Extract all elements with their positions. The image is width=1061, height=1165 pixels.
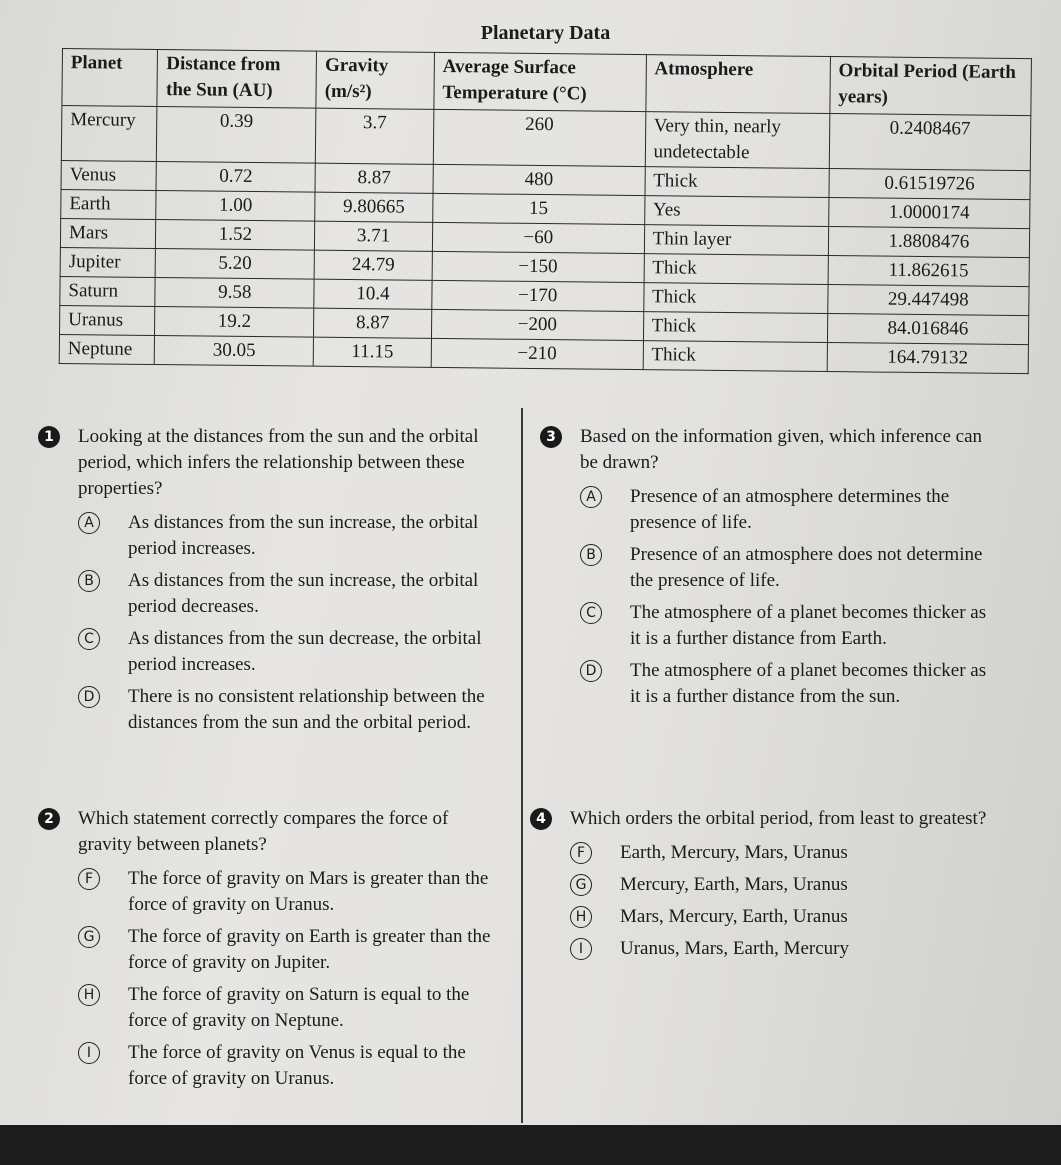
cell-temperature: −170	[432, 280, 644, 311]
header-temperature: Average Surface Temperature (°C)	[434, 52, 646, 111]
answer-option[interactable]	[580, 600, 1000, 652]
cell-atmosphere: Thick	[644, 254, 828, 285]
answer-option[interactable]	[78, 982, 498, 1034]
option-letter-circle: D	[78, 686, 100, 708]
answer-option[interactable]	[78, 1040, 498, 1092]
cell-temperature: 15	[433, 193, 645, 224]
cell-temperature: 480	[433, 164, 645, 195]
question-number-badge: 2	[38, 808, 60, 830]
cell-distance: 0.72	[156, 161, 315, 192]
option-letter-circle: H	[570, 906, 592, 928]
cell-temperature: −150	[432, 251, 644, 282]
bottom-shadow	[0, 1125, 1061, 1165]
option-text: Earth, Mercury, Mars, Uranus	[620, 842, 848, 863]
cell-distance: 9.58	[155, 277, 314, 308]
cell-gravity: 10.4	[314, 279, 432, 309]
question-stem: Which statement correctly compares the force of gravity between planets?	[78, 808, 449, 855]
option-text: Mercury, Earth, Mars, Uranus	[620, 874, 848, 895]
cell-atmosphere: Thick	[643, 283, 827, 314]
question-number-badge: 3	[540, 426, 562, 448]
cell-planet: Jupiter	[60, 247, 156, 277]
question-stem: Based on the information given, which inference can be drawn?	[580, 426, 983, 473]
answer-option[interactable]	[78, 866, 498, 918]
answer-option[interactable]	[570, 840, 990, 866]
option-letter-circle: A	[580, 486, 602, 508]
answer-option[interactable]	[570, 904, 990, 930]
cell-planet: Uranus	[59, 305, 155, 335]
option-text: The force of gravity on Saturn is equal to the force of gravity on Neptune.	[128, 984, 470, 1031]
option-letter-circle: H	[78, 984, 100, 1006]
cell-orbital-period: 29.447498	[828, 285, 1030, 316]
cell-planet: Mars	[60, 218, 156, 248]
cell-distance: 5.20	[156, 248, 315, 279]
question-3	[546, 424, 1000, 716]
option-letter-circle: B	[78, 570, 100, 592]
option-text: The atmosphere of a planet becomes thicker as it is a further distance from Earth.	[630, 602, 987, 649]
answer-option[interactable]	[78, 924, 498, 976]
table-row	[61, 106, 1031, 171]
cell-temperature: −60	[432, 222, 644, 253]
option-letter-circle: I	[570, 938, 592, 960]
option-text: As distances from the sun increase, the orbital period increases.	[128, 512, 479, 559]
cell-atmosphere: Yes	[644, 196, 828, 227]
cell-distance: 1.52	[156, 219, 315, 250]
page-title: Planetary Data	[480, 22, 611, 44]
cell-temperature: 260	[433, 109, 645, 166]
option-letter-circle: F	[78, 868, 100, 890]
option-text: Mars, Mercury, Earth, Uranus	[620, 906, 848, 927]
option-text: The atmosphere of a planet becomes thicker as it is a further distance from the sun.	[630, 660, 987, 707]
cell-orbital-period: 1.8808476	[828, 227, 1030, 258]
cell-planet: Saturn	[60, 276, 156, 306]
cell-planet: Earth	[61, 189, 157, 219]
option-letter-circle: I	[78, 1042, 100, 1064]
cell-distance: 30.05	[155, 335, 314, 366]
option-letter-circle: G	[78, 926, 100, 948]
cell-temperature: −200	[431, 309, 643, 340]
option-letter-circle: F	[570, 842, 592, 864]
cell-orbital-period: 164.79132	[827, 343, 1029, 374]
cell-gravity: 3.7	[315, 108, 433, 164]
cell-orbital-period: 11.862615	[828, 256, 1030, 287]
option-letter-circle: G	[570, 874, 592, 896]
table-header-row	[62, 49, 1032, 116]
cell-gravity: 24.79	[314, 250, 432, 280]
option-letter-circle: C	[580, 602, 602, 624]
answer-option[interactable]	[78, 626, 498, 678]
cell-gravity: 11.15	[313, 337, 431, 367]
option-text: The force of gravity on Mars is greater than the force of gravity on Uranus.	[128, 868, 489, 915]
option-letter-circle: B	[580, 544, 602, 566]
question-stem: Looking at the distances from the sun and the orbital period, which infers the relationship between these properties?	[78, 426, 479, 499]
option-text: The force of gravity on Earth is greater than the force of gravity on Jupiter.	[128, 926, 491, 973]
option-text: As distances from the sun decrease, the orbital period increases.	[128, 628, 482, 675]
cell-distance: 0.39	[157, 107, 316, 164]
cell-orbital-period: 84.016846	[827, 314, 1029, 345]
cell-planet: Venus	[61, 160, 157, 190]
answer-option[interactable]	[570, 936, 990, 962]
option-text: There is no consistent relationship between the distances from the sun and the orbital period.	[128, 686, 485, 733]
cell-orbital-period: 0.2408467	[829, 114, 1031, 171]
cell-planet: Mercury	[61, 106, 157, 162]
option-text: Uranus, Mars, Earth, Mercury	[620, 938, 849, 959]
answer-option[interactable]	[580, 542, 1000, 594]
header-orbital-period: Orbital Period (Earth years)	[830, 57, 1032, 116]
cell-planet: Neptune	[59, 334, 155, 364]
answer-option[interactable]	[570, 872, 990, 898]
option-letter-circle: D	[580, 660, 602, 682]
header-planet: Planet	[62, 49, 158, 107]
option-letter-circle: C	[78, 628, 100, 650]
cell-atmosphere: Thin layer	[644, 225, 828, 256]
option-text: As distances from the sun increase, the orbital period decreases.	[128, 570, 479, 617]
question-stem: Which orders the orbital period, from least to greatest?	[570, 808, 987, 829]
question-2	[44, 806, 498, 1098]
planetary-data-table	[59, 48, 1032, 374]
header-gravity: Gravity (m/s²)	[316, 51, 434, 109]
option-letter-circle: A	[78, 512, 100, 534]
question-number-badge: 4	[530, 808, 552, 830]
option-text: Presence of an atmosphere determines the presence of life.	[630, 486, 950, 533]
column-divider	[521, 408, 523, 1123]
answer-option[interactable]	[580, 484, 1000, 536]
cell-atmosphere: Thick	[643, 312, 827, 343]
answer-option[interactable]	[580, 658, 1000, 710]
cell-atmosphere: Very thin, nearly undetectable	[645, 112, 830, 169]
header-distance: Distance from the Sun (AU)	[157, 50, 316, 109]
cell-distance: 19.2	[155, 306, 314, 337]
option-text: Presence of an atmosphere does not determine the presence of life.	[630, 544, 983, 591]
cell-gravity: 8.87	[314, 308, 432, 338]
cell-gravity: 3.71	[315, 221, 433, 251]
cell-atmosphere: Thick	[645, 167, 829, 198]
header-atmosphere: Atmosphere	[645, 55, 830, 114]
question-4	[536, 806, 990, 968]
cell-gravity: 8.87	[315, 163, 433, 193]
cell-atmosphere: Thick	[643, 341, 827, 372]
option-text: The force of gravity on Venus is equal to the force of gravity on Uranus.	[128, 1042, 466, 1089]
question-number-badge: 1	[38, 426, 60, 448]
answer-option[interactable]	[78, 568, 498, 620]
cell-distance: 1.00	[156, 190, 315, 221]
cell-temperature: −210	[431, 338, 643, 369]
answer-option[interactable]	[78, 510, 498, 562]
cell-orbital-period: 1.0000174	[828, 198, 1030, 229]
question-1	[44, 424, 498, 742]
cell-gravity: 9.80665	[315, 192, 433, 222]
answer-option[interactable]	[78, 684, 498, 736]
cell-orbital-period: 0.61519726	[829, 169, 1031, 200]
